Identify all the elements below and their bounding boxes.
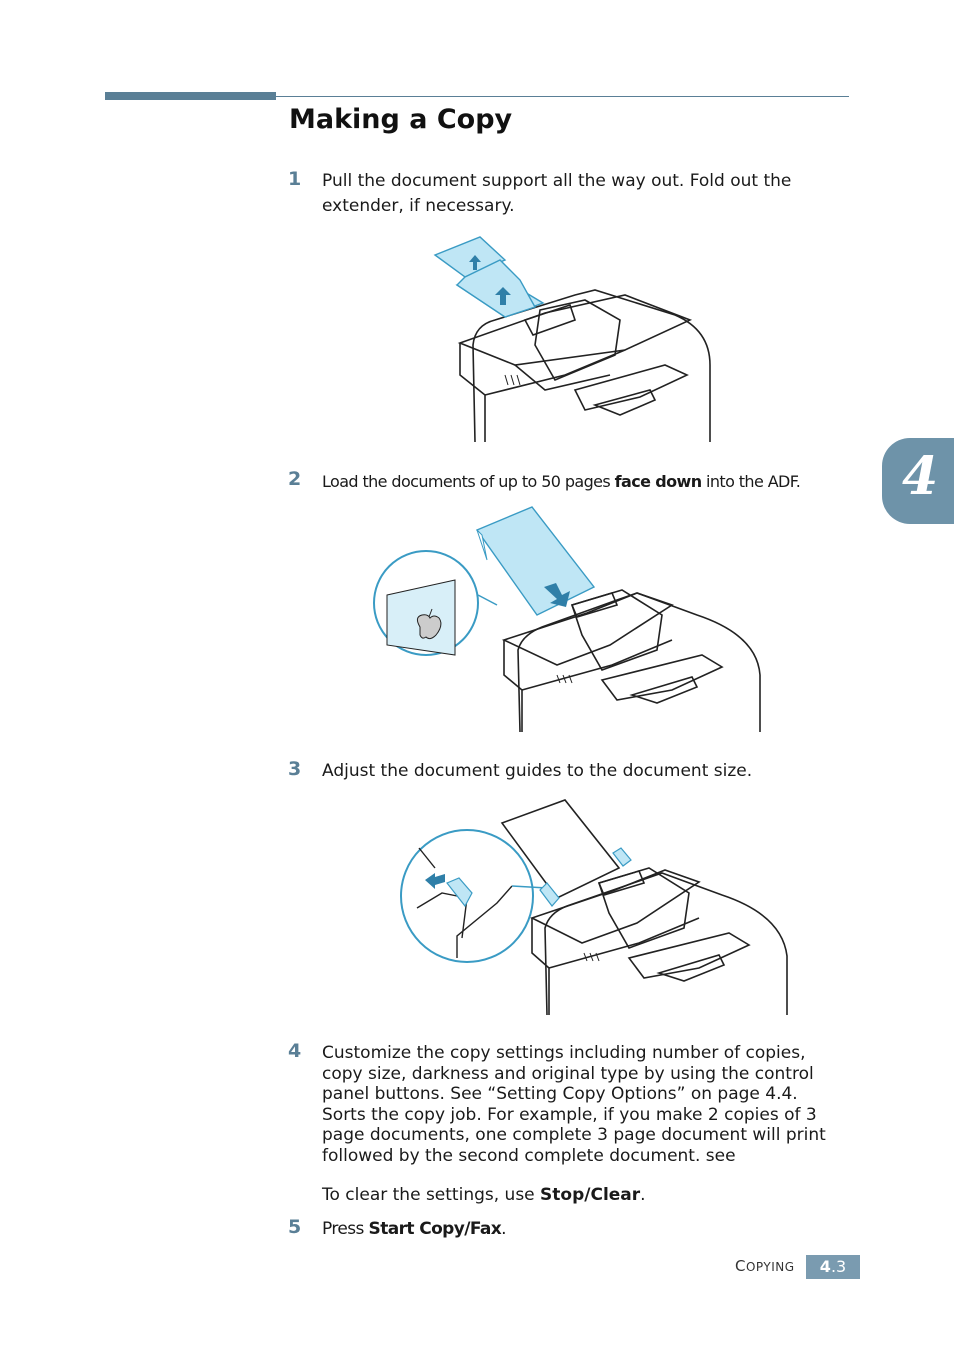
step-5-text: [322, 1217, 842, 1242]
step-4-note-bold: Stop/Clear: [540, 1185, 641, 1205]
page-number-rest: .3: [830, 1257, 847, 1276]
page-title: Making a Copy: [289, 104, 513, 135]
step-1-number: 1: [288, 168, 302, 190]
footer-label-cap: C: [735, 1257, 746, 1275]
footer-section-label: [735, 1257, 795, 1275]
footer-label-rest: OPYING: [745, 1260, 795, 1274]
step-4-note-pre: To clear the settings, use: [322, 1185, 541, 1205]
step-5-text-bold: Start Copy/Fax: [368, 1219, 502, 1239]
step-4-text: [322, 1043, 862, 1166]
step-4-number: 4: [288, 1040, 302, 1062]
step-2-text: [322, 469, 862, 494]
step-4-note: [322, 1183, 842, 1208]
header-rule-thick: [105, 92, 276, 100]
step-3-text: Adjust the document guides to the document size.: [322, 761, 753, 781]
page-number-bold: 4: [819, 1257, 831, 1276]
step-1-text: Pull the document support all the way out. Fold out the extender, if necessary.: [322, 171, 792, 216]
figure-document-support: [425, 225, 725, 443]
step-2-number: 2: [288, 468, 302, 490]
step-4-line-6: followed by the second complete document. see: [322, 1145, 736, 1166]
step-4-line-1: Customize the copy settings including number of copies,: [322, 1043, 806, 1063]
step-2-text-bold: face down: [614, 472, 702, 491]
step-4-line-2: copy size, darkness and original type by using the control: [322, 1063, 814, 1084]
figure-adjust-guides: [387, 798, 792, 1016]
step-2-text-pre: Load the documents of up to 50 pages: [322, 472, 615, 491]
step-3-number: 3: [288, 758, 302, 780]
step-4-note-post: .: [640, 1185, 646, 1205]
header-rule-thin: [276, 96, 849, 97]
step-5-text-post: .: [501, 1219, 506, 1239]
chapter-tab: [882, 438, 954, 524]
step-5-number: 5: [288, 1216, 302, 1238]
step-5-text-pre: Press: [322, 1219, 369, 1239]
chapter-number: 4: [902, 446, 939, 507]
step-4-line-4: Sorts the copy job. For example, if you make 2 copies of 3: [322, 1104, 817, 1125]
page-number: [806, 1255, 860, 1279]
step-2-text-post: into the ADF.: [701, 472, 801, 491]
step-4-line-5: page documents, one complete 3 page document will print: [322, 1125, 826, 1145]
step-4-line-3: panel buttons. See “Setting Copy Options” on page 4.4.: [322, 1084, 798, 1104]
figure-load-documents: [372, 505, 768, 733]
